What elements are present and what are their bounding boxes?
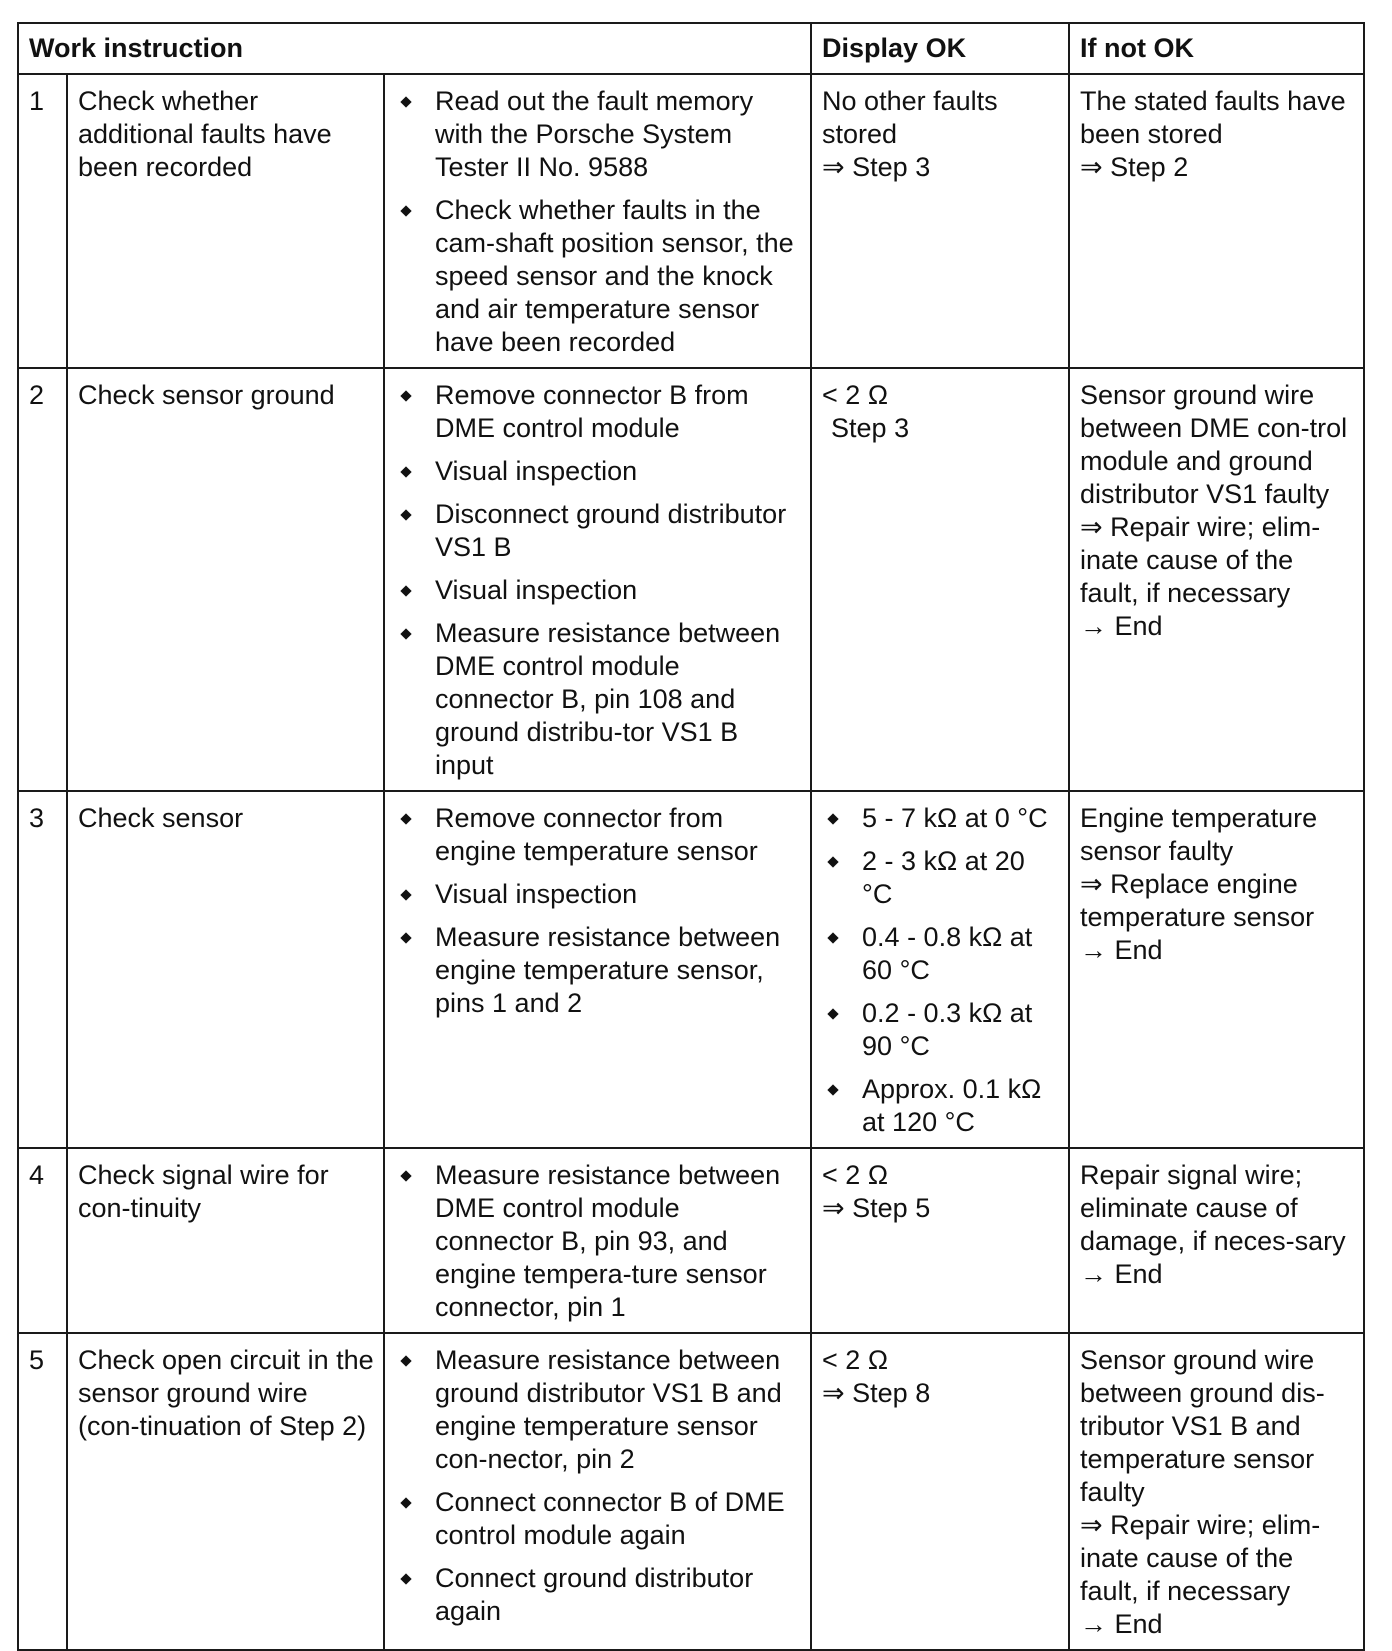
if-not-ok-line: → End (1080, 935, 1163, 965)
display-ok-line: ⇒ Step 3 (822, 152, 931, 182)
resistance-spec-item: 5 - 7 kΩ at 0 °C (822, 802, 1059, 835)
resistance-spec-item: 2 - 3 kΩ at 20 °C (822, 845, 1059, 911)
resistance-spec-item: 0.2 - 0.3 kΩ at 90 °C (822, 997, 1059, 1063)
action-item: Measure resistance between engine temperature sensor, pins 1 and 2 (395, 921, 801, 1020)
display-ok-line: < 2 Ω (822, 380, 889, 410)
step-actions (384, 74, 811, 368)
if-not-ok-cell (1069, 791, 1364, 1148)
step-actions (384, 1148, 811, 1333)
step-actions (384, 368, 811, 791)
table-row (18, 791, 1364, 1148)
display-ok-cell (811, 1333, 1069, 1650)
step-actions (384, 791, 811, 1148)
if-not-ok-line: → End (1080, 1259, 1163, 1289)
action-item: Measure resistance between DME control module connector B, pin 108 and ground distribu-tor VS1 B input (395, 617, 801, 782)
display-ok-line: < 2 Ω (822, 1345, 889, 1375)
action-item: Remove connector B from DME control module (395, 379, 801, 445)
display-ok-cell (811, 368, 1069, 791)
action-item: Remove connector from engine temperature sensor (395, 802, 801, 868)
if-not-ok-cell (1069, 1148, 1364, 1333)
step-title: Check open circuit in the sensor ground wire (con-tinuation of Step 2) (67, 1333, 384, 1650)
step-number: 1 (18, 74, 67, 368)
table-row (18, 74, 1364, 368)
step-number: 2 (18, 368, 67, 791)
resistance-spec-item: 0.4 - 0.8 kΩ at 60 °C (822, 921, 1059, 987)
step-title: Check sensor ground (67, 368, 384, 791)
if-not-ok-line: → End (1080, 1609, 1163, 1639)
display-ok-line: Step 3 (831, 413, 910, 443)
action-item: Connect connector B of DME control module again (395, 1486, 801, 1552)
display-ok-cell (811, 1148, 1069, 1333)
if-not-ok-line: → End (1080, 611, 1163, 641)
table-row (18, 368, 1364, 791)
header-display-ok: Display OK (811, 23, 1069, 74)
step-number: 4 (18, 1148, 67, 1333)
step-number: 5 (18, 1333, 67, 1650)
work-instruction-table (17, 22, 1365, 1651)
header-work-instruction: Work instruction (18, 23, 811, 74)
if-not-ok-cell (1069, 74, 1364, 368)
step-title: Check whether additional faults have been recorded (67, 74, 384, 368)
display-ok-line: ⇒ Step 5 (822, 1193, 931, 1223)
action-item: Connect ground distributor again (395, 1562, 801, 1628)
resistance-spec-item: Approx. 0.1 kΩ at 120 °C (822, 1073, 1059, 1139)
step-title: Check sensor (67, 791, 384, 1148)
action-item: Check whether faults in the cam-shaft position sensor, the speed sensor and the knock and air temperature sensor have been recorded (395, 194, 801, 359)
if-not-ok-line: Sensor ground wire between DME con-trol module and ground distributor VS1 faulty (1080, 380, 1348, 509)
display-ok-line: < 2 Ω (822, 1160, 889, 1190)
if-not-ok-line: ⇒ Replace engine temperature sensor (1080, 869, 1315, 932)
if-not-ok-line: Engine temperature sensor faulty (1080, 803, 1318, 866)
action-item: Disconnect ground distributor VS1 B (395, 498, 801, 564)
if-not-ok-line: ⇒ Repair wire; elim-inate cause of the fault, if necessary (1080, 1510, 1321, 1606)
action-item: Visual inspection (395, 455, 801, 488)
action-item: Visual inspection (395, 574, 801, 607)
if-not-ok-line: Repair signal wire; eliminate cause of damage, if neces-sary (1080, 1160, 1346, 1256)
if-not-ok-line: ⇒ Step 2 (1080, 152, 1189, 182)
display-ok-cell (811, 74, 1069, 368)
if-not-ok-line: ⇒ Repair wire; elim-inate cause of the fault, if necessary (1080, 512, 1321, 608)
display-ok-cell (811, 791, 1069, 1148)
if-not-ok-line: The stated faults have been stored (1080, 86, 1346, 149)
action-item: Visual inspection (395, 878, 801, 911)
table-row (18, 1333, 1364, 1650)
step-actions (384, 1333, 811, 1650)
action-item: Measure resistance between DME control module connector B, pin 93, and engine tempera-ture sensor connector, pin 1 (395, 1159, 801, 1324)
header-if-not-ok: If not OK (1069, 23, 1364, 74)
action-item: Read out the fault memory with the Porsche System Tester II No. 9588 (395, 85, 801, 184)
step-number: 3 (18, 791, 67, 1148)
display-ok-line: No other faults stored (822, 86, 998, 149)
action-item: Measure resistance between ground distributor VS1 B and engine temperature sensor con-nector, pin 2 (395, 1344, 801, 1476)
table-header-row (18, 23, 1364, 74)
if-not-ok-line: Sensor ground wire between ground dis-tributor VS1 B and temperature sensor faulty (1080, 1345, 1325, 1507)
if-not-ok-cell (1069, 1333, 1364, 1650)
if-not-ok-cell (1069, 368, 1364, 791)
display-ok-line: ⇒ Step 8 (822, 1378, 931, 1408)
table-row (18, 1148, 1364, 1333)
step-title: Check signal wire for con-tinuity (67, 1148, 384, 1333)
